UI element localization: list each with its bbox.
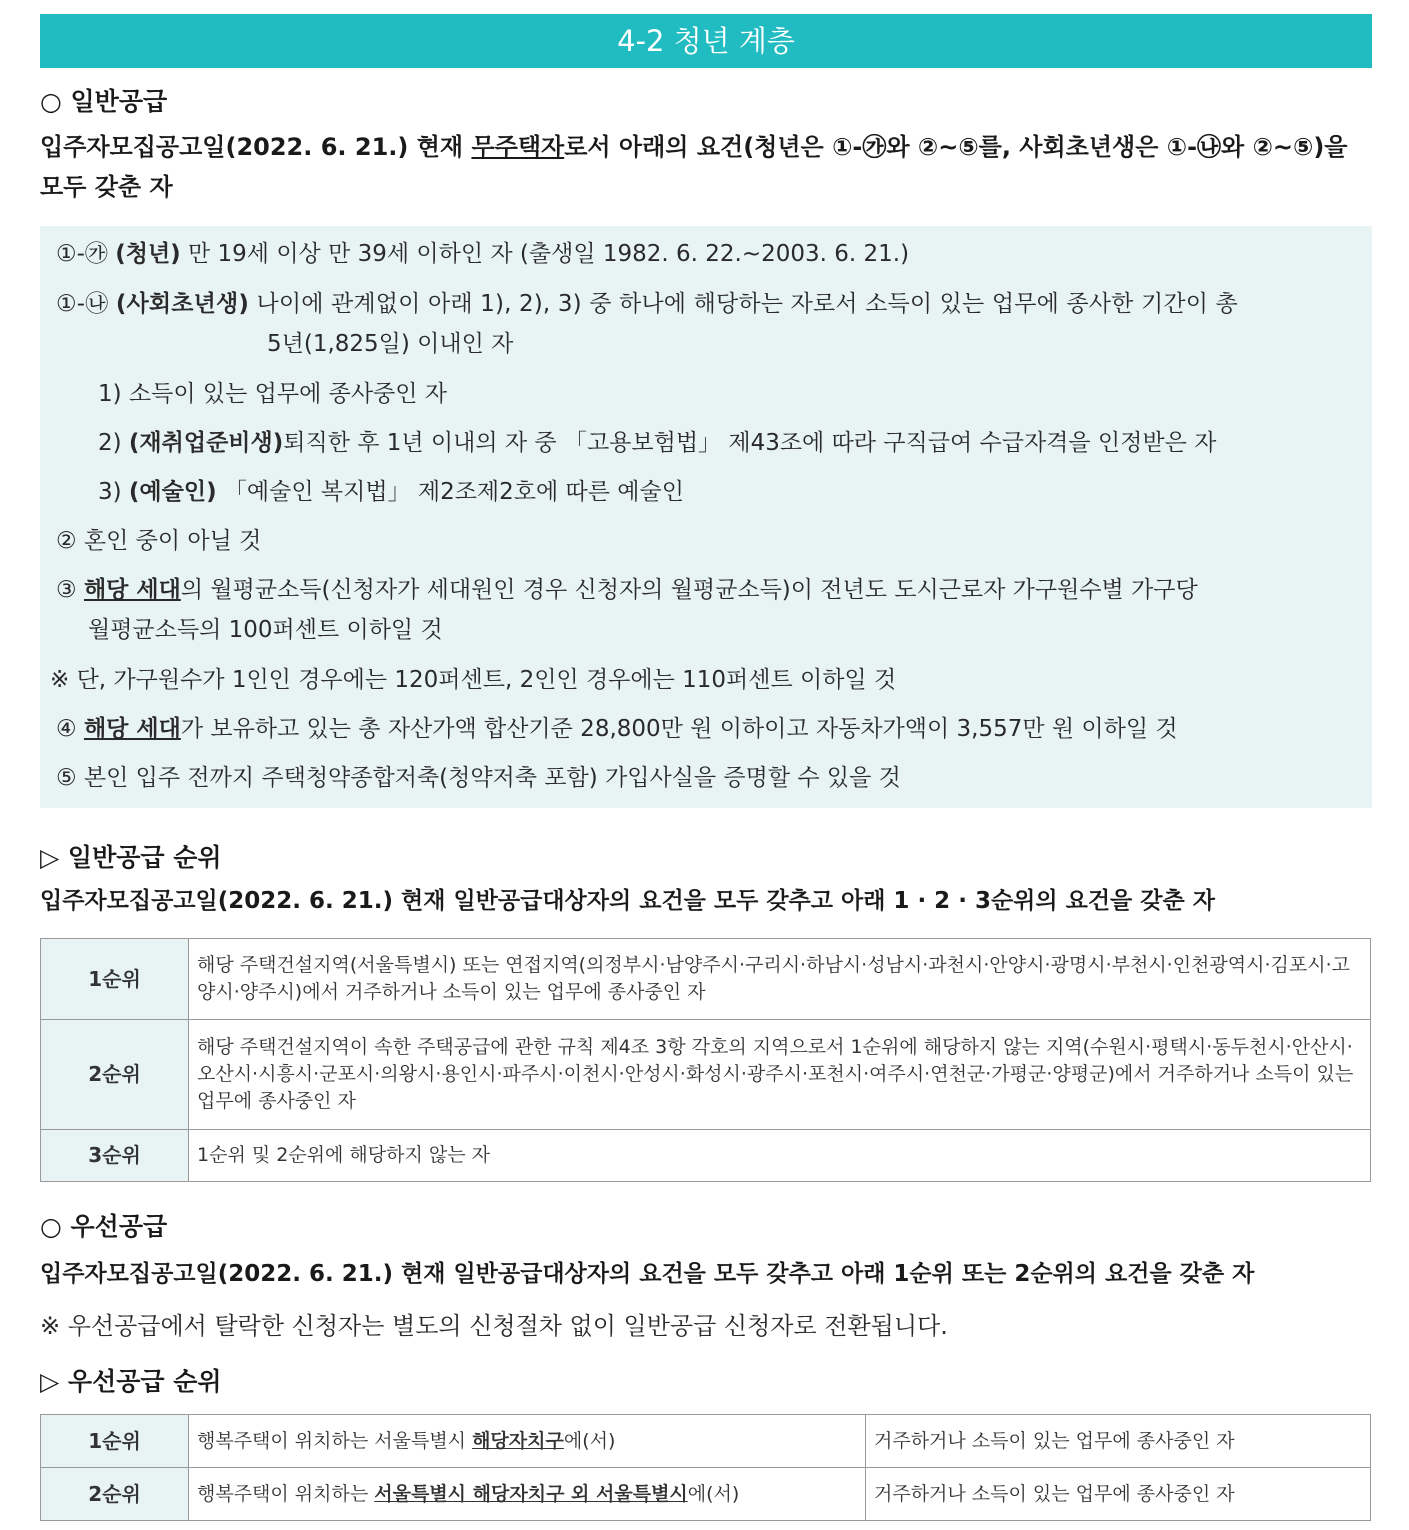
item-5: ⑤ 본인 입주 전까지 주택청약종합저축(청약저축 포함) 가입사실을 증명할 수 있을 것	[56, 765, 901, 791]
rank-description: 해당 주택건설지역이 속한 주택공급에 관한 규칙 제4조 3항 각호의 지역으로서 1순위에 해당하지 않는 지역(수원시·평택시·동두천시·안산시·오산시·시흥시·군포시·의왕시·용인시·파주시·이천시·안성시·화성시·광주시·포천시·여주시·연천군·가평군·양평군)에서 거주하거나 소득이 있는 업무에 종사중인 자	[189, 1020, 1371, 1130]
sub-item-1: 1) 소득이 있는 업무에 종사중인 자	[98, 381, 447, 407]
priority-supply-requirement: 입주자모집공고일(2022. 6. 21.) 현재 일반공급대상자의 요건을 모두 갖추고 아래 1순위 또는 2순위의 요건을 갖춘 자	[40, 1261, 1255, 1287]
item-4: ④ 해당 세대가 보유하고 있는 총 자산가액 합산기준 28,800만 원 이하이고 자동차가액이 3,557만 원 이하일 것	[56, 716, 1178, 742]
priority-supply-note: ※ 우선공급에서 탈락한 신청자는 별도의 신청절차 없이 일반공급 신청자로 전환됩니다.	[40, 1312, 948, 1340]
rank-description: 해당 주택건설지역(서울특별시) 또는 연접지역(의정부시·남양주시·구리시·하남시·성남시·과천시·안양시·광명시·부천시·인천광역시·김포시·고양시·양주시)에서 거주하거나 소득이 있는 업무에 종사중인 자	[189, 939, 1371, 1020]
item-youth: ①-㉮ (청년) 만 19세 이상 만 39세 이하인 자 (출생일 1982. 6. 22.~2003. 6. 21.)	[56, 241, 910, 267]
item-new-worker-cont: 5년(1,825일) 이내인 자	[267, 331, 514, 357]
table-row	[41, 1130, 1371, 1182]
rank-cell: 1순위	[41, 939, 189, 1020]
item-3-cont: 월평균소득의 100퍼센트 이하일 것	[88, 617, 443, 643]
rank-area: 행복주택이 위치하는 서울특별시 해당자치구에(서)	[189, 1415, 866, 1468]
rank-condition: 거주하거나 소득이 있는 업무에 종사중인 자	[866, 1468, 1371, 1521]
sub-item-2: 2) (재취업준비생)퇴직한 후 1년 이내의 자 중 「고용보험법」 제43조에 따라 구직급여 수급자격을 인정받은 자	[98, 430, 1217, 456]
general-rank-requirement: 입주자모집공고일(2022. 6. 21.) 현재 일반공급대상자의 요건을 모두 갖추고 아래 1 · 2 · 3순위의 요건을 갖춘 자	[40, 888, 1215, 914]
rank-cell: 1순위	[41, 1415, 189, 1468]
general-supply-requirement: 입주자모집공고일(2022. 6. 21.) 현재 무주택자로서 아래의 요건(청년은 ①-㉮와 ②~⑤를, 사회초년생은 ①-㉯와 ②~⑤)을 모두 갖춘 자	[40, 133, 1348, 201]
general-supply-heading: ○ 일반공급	[40, 87, 168, 116]
item-new-worker: ①-㉯ (사회초년생) 나이에 관계없이 아래 1), 2), 3) 중 하나에 해당하는 자로서 소득이 있는 업무에 종사한 기간이 총	[56, 291, 1238, 317]
table-row	[41, 1020, 1371, 1130]
rank-area: 행복주택이 위치하는 서울특별시 해당자치구 외 서울특별시에(서)	[189, 1468, 866, 1521]
item-3-note: ※ 단, 가구원수가 1인인 경우에는 120퍼센트, 2인인 경우에는 110퍼센트 이하일 것	[50, 667, 897, 693]
table-row	[41, 939, 1371, 1020]
priority-supply-heading: ○ 우선공급	[40, 1212, 168, 1241]
general-rank-table	[40, 938, 1371, 1182]
item-2: ② 혼인 중이 아닐 것	[56, 528, 262, 554]
item-3: ③ 해당 세대의 월평균소득(신청자가 세대원인 경우 신청자의 월평균소득)이 전년도 도시근로자 가구원수별 가구당	[56, 577, 1198, 603]
rank-cell: 2순위	[41, 1020, 189, 1130]
section-banner: 4-2 청년 계층	[40, 14, 1372, 68]
priority-rank-heading: ▷ 우선공급 순위	[40, 1367, 222, 1396]
rank-condition: 거주하거나 소득이 있는 업무에 종사중인 자	[866, 1415, 1371, 1468]
priority-rank-table	[40, 1414, 1371, 1521]
rank-description: 1순위 및 2순위에 해당하지 않는 자	[189, 1130, 1371, 1182]
general-rank-heading: ▷ 일반공급 순위	[40, 843, 222, 872]
rank-cell: 2순위	[41, 1468, 189, 1521]
table-row	[41, 1468, 1371, 1521]
rank-cell: 3순위	[41, 1130, 189, 1182]
sub-item-3: 3) (예술인) 「예술인 복지법」 제2조제2호에 따른 예술인	[98, 479, 684, 505]
table-row	[41, 1415, 1371, 1468]
eligibility-box	[40, 226, 1372, 808]
